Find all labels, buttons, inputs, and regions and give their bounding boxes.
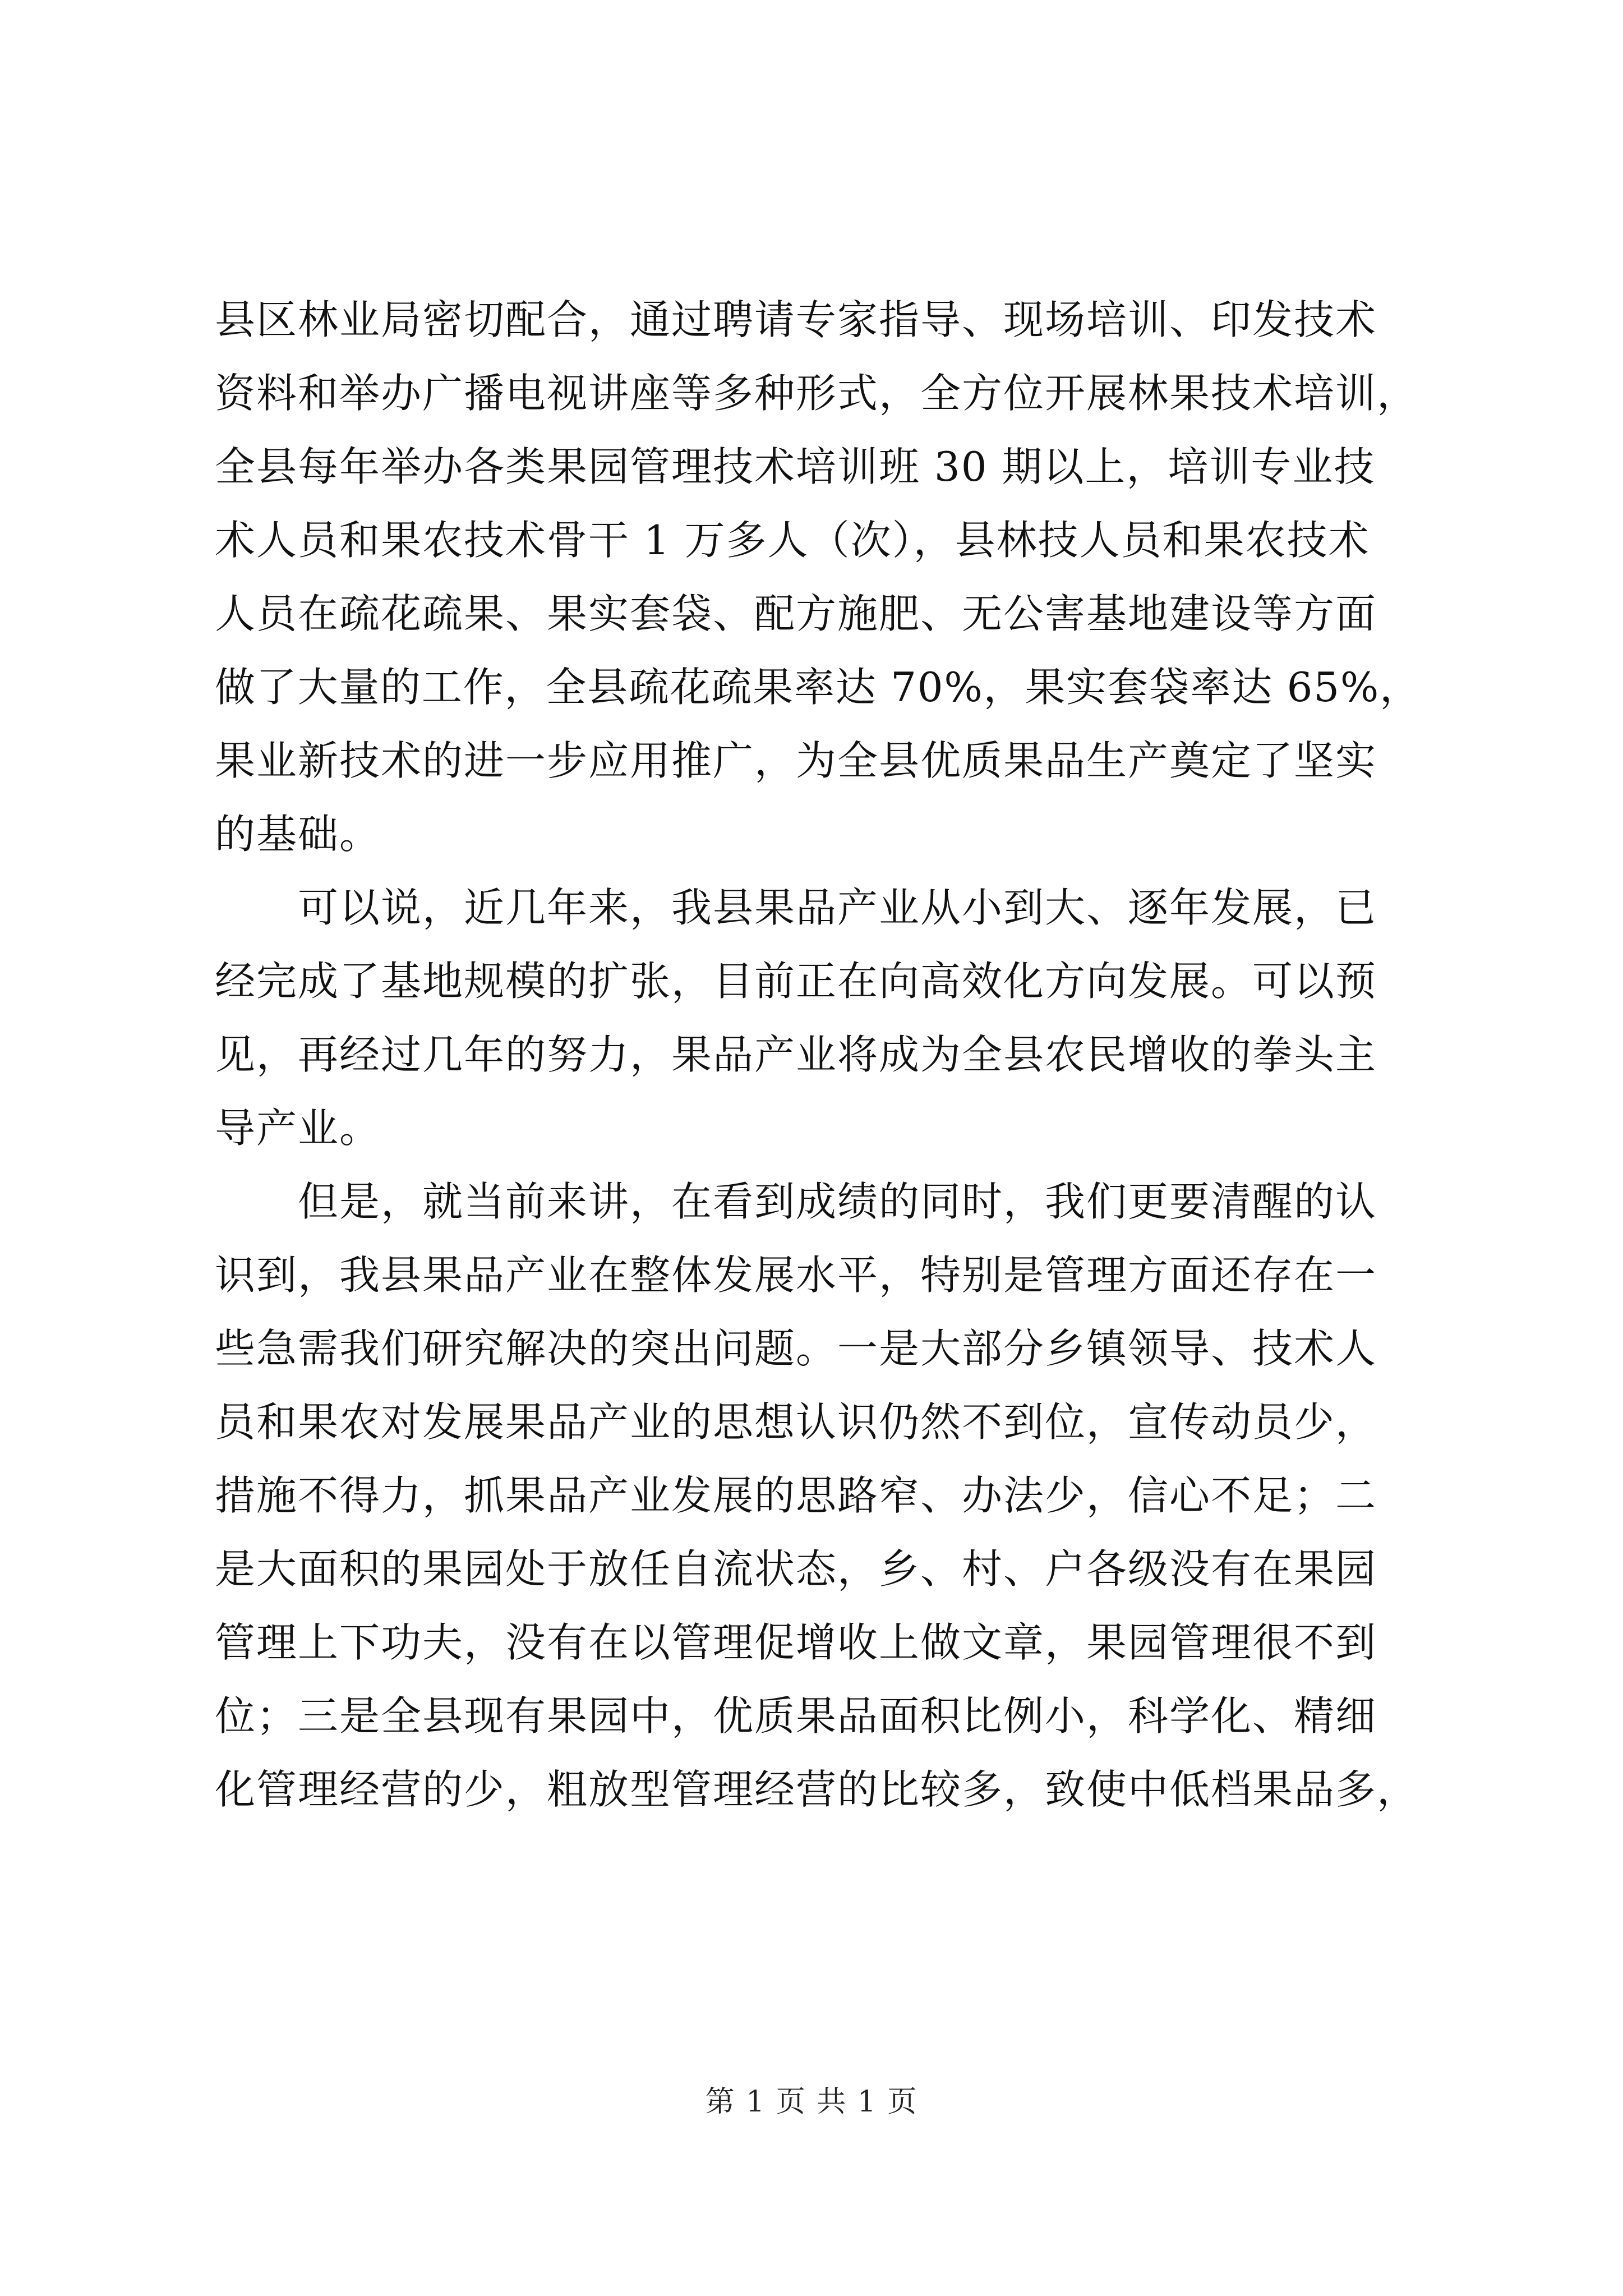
body-text-line-2: 资料和举办广播电视讲座等多种形式，全方位开展林果技术培训，	[215, 370, 1419, 417]
body-text-line-11: 见，再经过几年的努力，果品产业将成为全县农民增收的拳头主	[215, 1031, 1377, 1078]
body-text-line-13: 但是，就当前来讲，在看到成绩的同时，我们更要清醒的认	[215, 1178, 1377, 1225]
body-text-line-10: 经完成了基地规模的扩张，目前正在向高效化方向发展。可以预	[215, 958, 1377, 1005]
body-text-line-1: 县区林业局密切配合，通过聘请专家指导、现场培训、印发技术	[215, 296, 1377, 343]
body-text-line-8: 的基础。	[215, 811, 381, 858]
body-text-line-16: 员和果农对发展果品产业的思想认识仍然不到位，宣传动员少，	[215, 1398, 1377, 1446]
body-text-line-15: 些急需我们研究解决的突出问题。一是大部分乡镇领导、技术人	[215, 1325, 1377, 1372]
body-text-line-21: 化管理经营的少，粗放型管理经营的比较多，致使中低档果品多，	[215, 1766, 1419, 1813]
body-text-line-19: 管理上下功夫，没有在以管理促增收上做文章，果园管理很不到	[215, 1619, 1377, 1666]
body-text-line-20: 位；三是全县现有果园中，优质果品面积比例小，科学化、精细	[215, 1692, 1377, 1740]
page-footer: 第 1 页 共 1 页	[705, 2085, 918, 2119]
body-text-line-9: 可以说，近几年来，我县果品产业从小到大、逐年发展，已	[215, 884, 1377, 931]
body-text-line-18: 是大面积的果园处于放任自流状态，乡、村、户各级没有在果园	[215, 1545, 1377, 1593]
body-text-line-6: 做了大量的工作，全县疏花疏果率达 70%，果实套袋率达 65%，	[215, 664, 1421, 711]
body-text-line-3: 全县每年举办各类果园管理技术培训班 30 期以上，培训专业技	[215, 443, 1376, 490]
body-text-line-17: 措施不得力，抓果品产业发展的思路窄、办法少，信心不足；二	[215, 1472, 1377, 1519]
body-text-line-14: 识到，我县果品产业在整体发展水平，特别是管理方面还存在一	[215, 1251, 1377, 1299]
body-text-line-5: 人员在疏花疏果、果实套袋、配方施肥、无公害基地建设等方面	[215, 590, 1377, 637]
body-text-line-7: 果业新技术的进一步应用推广，为全县优质果品生产奠定了坚实	[215, 737, 1377, 784]
body-text-line-4: 术人员和果农技术骨干 1 万多人（次），县林技人员和果农技术	[215, 517, 1370, 564]
body-text-line-12: 导产业。	[215, 1105, 381, 1152]
